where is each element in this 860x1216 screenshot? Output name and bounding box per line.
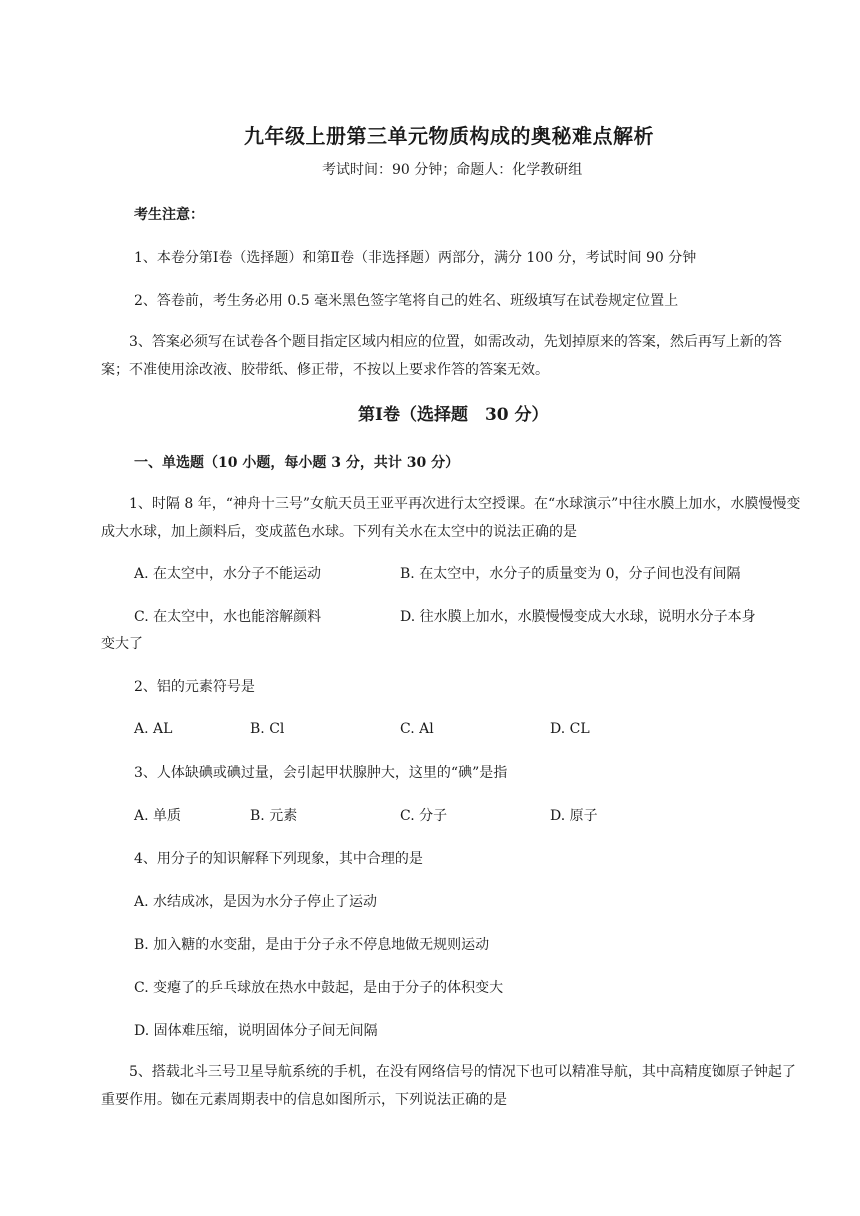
option-c: C. 分子 [400, 808, 448, 824]
question-stem: 3、人体缺碘或碘过量，会引起甲状腺肿大，这里的“碘”是指 [134, 765, 508, 781]
option-d: D. 固体难压缩，说明固体分子间无间隔 [134, 1023, 378, 1039]
question-stem: 1、时隔 8 年，“神舟十三号”女航天员王亚平再次进行太空授课。在“水球演示”中往水膜上加水，水膜慢慢变成大水球，加上颜料后，变成蓝色水球。下列有关水在太空中的说法正确的是 [101, 496, 801, 540]
option-a: A. 在太空中，水分子不能运动 [134, 566, 322, 582]
option-d: D. CL [550, 721, 590, 737]
notice-heading: 考生注意： [134, 207, 204, 223]
page-title: 九年级上册第三单元物质构成的奥秘难点解析 [244, 124, 654, 148]
option-a: A. 水结成冰，是因为水分子停止了运动 [134, 894, 378, 910]
notice-item: 3、答案必须写在试卷各个题目指定区域内相应的位置，如需改动，先划掉原来的答案，然后再写上新的答案；不准使用涂改液、胶带纸、修正带，不按以上要求作答的答案无效。 [101, 334, 782, 378]
notice-item: 1、本卷分第Ⅰ卷（选择题）和第Ⅱ卷（非选择题）两部分，满分 100 分，考试时间 90 分钟 [134, 250, 697, 266]
option-b: B. 在太空中，水分子的质量变为 0，分子间也没有间隔 [400, 566, 741, 582]
question-stem: 4、用分子的知识解释下列现象，其中合理的是 [134, 851, 423, 867]
option-c: C. Al [400, 721, 434, 737]
option-d: D. 原子 [550, 808, 598, 824]
option-b: B. 加入糖的水变甜，是由于分子永不停息地做无规则运动 [134, 937, 490, 953]
option-a: A. 单质 [134, 808, 182, 824]
question-stem: 5、搭载北斗三号卫星导航系统的手机，在没有网络信号的情况下也可以精准导航，其中高精度铷原子钟起了重要作用。铷在元素周期表中的信息如图所示，下列说法正确的是 [101, 1064, 796, 1108]
part-title: 第Ⅰ卷（选择题 30 分） [358, 405, 549, 425]
section-heading: 一、单选题（10 小题，每小题 3 分，共计 30 分） [134, 455, 460, 471]
option-c: C. 变瘪了的乒乓球放在热水中鼓起，是由于分子的体积变大 [134, 980, 504, 996]
option-d: D. 往水膜上加水，水膜慢慢变成大水球，说明水分子本身 [400, 609, 756, 625]
option-b: B. 元素 [250, 808, 298, 824]
notice-item: 2、答卷前，考生务必用 0.5 毫米黑色签字笔将自己的姓名、班级填写在试卷规定位置上 [134, 293, 679, 309]
option-b: B. Cl [250, 721, 285, 737]
option-c: C. 在太空中，水也能溶解颜料 [134, 609, 322, 625]
option-d-continued: 变大了 [101, 636, 143, 652]
exam-info: 考试时间：90 分钟；命题人：化学教研组 [322, 162, 583, 178]
question-stem: 2、铝的元素符号是 [134, 679, 255, 695]
option-a: A. AL [134, 721, 173, 737]
